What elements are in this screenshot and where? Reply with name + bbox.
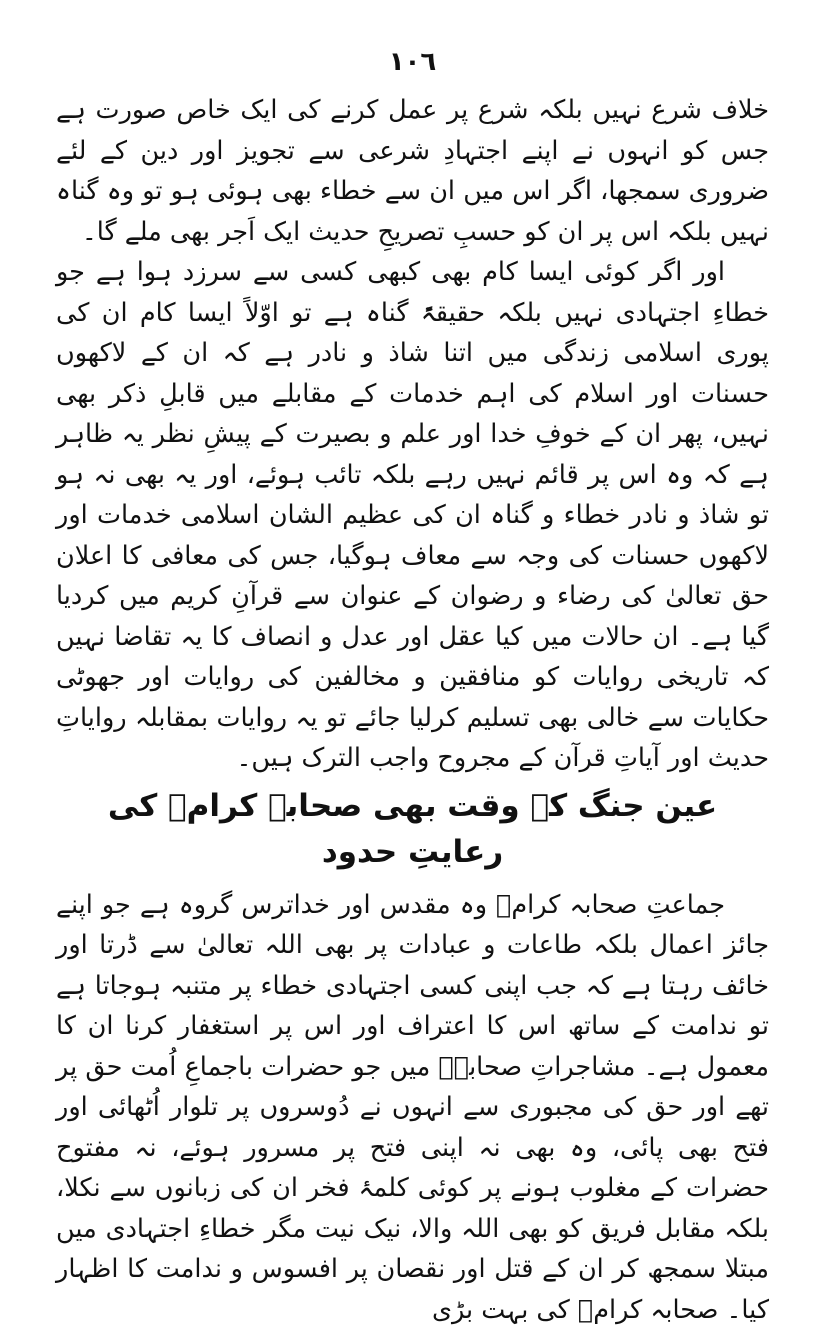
section-heading: عین جنگ کے وقت بھی صحابہ کرامؓ کی رعایتِ حدود (56, 783, 769, 875)
paragraph-1: خلاف شرع نہیں بلکہ شرع پر عمل کرنے کی ایک خاص صورت ہے جس کو انہوں نے اپنے اجتہادِ شرعی سے تجویز اور دین کے لئے ضروری سمجھا، اگر اس میں ان سے خطاء بھی ہوئی ہو تو وہ گناہ نہیں بلکہ اس پر ان کو حسبِ تصریحِ حدیث ایک اَجر بھی ملے گا۔ (56, 90, 769, 252)
paragraph-2: اور اگر کوئی ایسا کام بھی کبھی کسی سے سرزد ہوا ہے جو خطاءِ اجتہادی نہیں بلکہ حقیقۃً گناہ ہے تو اوّلاً ایسا کام ان کی پوری اسلامی زندگی میں اتنا شاذ و نادر ہے کہ ان کے لاکھوں حسنات اور اسلام کی اہم خدمات کے مقابلے میں قابلِ ذکر بھی نہیں، پھر ان کے خوفِ خدا اور علم و بصیرت کے پیشِ نظر یہ ظاہر ہے کہ وہ اس پر قائم نہیں رہے بلکہ تائب ہوئے، اور یہ بھی نہ ہو تو شاذ و نادر خطاء و گناہ ان کی عظیم الشان اسلامی خدمات اور لاکھوں حسنات کی وجہ سے معاف ہوگیا، جس کی معافی کا اعلان حق تعالیٰ کی رضاء و رضوان کے عنوان سے قرآنِ کریم میں کردیا گیا ہے۔ ان حالات میں کیا عقل اور عدل و انصاف کا یہ تقاضا نہیں کہ تاریخی روایات کو منافقین و مخالفین کی روایات اور جھوٹی حکایات سے خالی بھی تسلیم کرلیا جائے تو یہ روایات بمقابلہ روایاتِ حدیث اور آیاتِ قرآن کے مجروح واجب الترک ہیں۔ (56, 252, 769, 779)
page-number: ١٠٦ (56, 40, 769, 84)
paragraph-3: جماعتِ صحابہ کرامؓ وہ مقدس اور خداترس گروہ ہے جو اپنے جائز اعمال بلکہ طاعات و عبادات پر بھی اللہ تعالیٰ سے ڈرتا اور خائف رہتا ہے کہ جب اپنی کسی اجتہادی خطاء پر متنبہ ہوجاتا ہے تو ندامت کے ساتھ اس کا اعتراف اور اس پر استغفار کرنا ان کا معمول ہے۔ مشاجراتِ صحابہؓ میں جو حضرات باجماعِ اُمت حق پر تھے اور حق کی مجبوری سے انہوں نے دُوسروں پر تلوار اُٹھائی اور فتح بھی پائی، وہ بھی نہ اپنی فتح پر مسرور ہوئے، نہ مفتوح حضرات کے مغلوب ہونے پر کوئی کلمۂ فخر ان کی زبانوں سے نکلا، بلکہ مقابل فریق کو بھی اللہ والا، نیک نیت مگر خطاءِ اجتہادی میں مبتلا سمجھ کر ان کے قتل اور نقصان پر افسوس و ندامت کا اظہار کیا۔ صحابہ کرامؓ کی بہت بڑی (56, 885, 769, 1330)
